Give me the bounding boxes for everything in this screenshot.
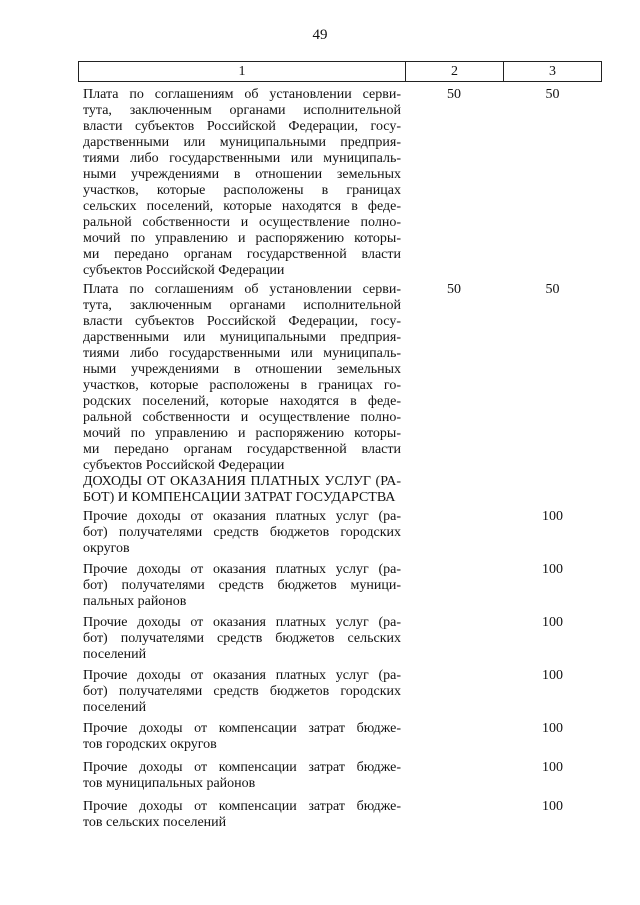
row-description-line: тиями либо государственными или муниципаль- [83,346,401,361]
row-description-line: Прочие доходы от оказания платных услуг (ра- [83,562,401,577]
row-description-line: ми передано органам государственной власти [83,247,401,262]
row-description-line: мочий по управлению и распоряжению которы- [83,426,401,441]
row-description [83,509,401,557]
row-description-line: тиями либо государственными или муниципаль- [83,151,401,166]
row-description-line: тов муниципальных районов [83,776,256,791]
row-description [83,721,401,753]
row-description-line: ДОХОДЫ ОТ ОКАЗАНИЯ ПЛАТНЫХ УСЛУГ (РА- [83,474,401,489]
row-description-line: поселений [83,647,147,662]
row-description-line: ными учреждениями в отношении земельных [83,167,401,182]
row-value-col-3: 100 [542,760,563,775]
row-description-line: сельских поселений, которые находятся в феде- [83,199,401,214]
row-description-line: ми передано органам государственной власти [83,442,401,457]
row-description-line: бот) получателями средств бюджетов муници- [83,578,401,593]
row-value-col-3: 100 [542,721,563,736]
row-description [83,562,401,610]
row-description [83,282,401,474]
row-value-col-3: 50 [545,282,560,297]
row-description-line: Прочие доходы от компенсации затрат бюдже- [83,760,401,775]
table-header-row [78,61,602,82]
row-description-line: ральной собственности и осуществление полно- [83,215,401,230]
row-value-col-3: 100 [542,562,563,577]
row-description [83,668,401,716]
row-value-col-3: 100 [542,668,563,683]
row-description-line: БОТ) И КОМПЕНСАЦИИ ЗАТРАТ ГОСУДАРСТВА [83,490,396,505]
row-description-line: тов городских округов [83,737,217,752]
row-description-line: Прочие доходы от оказания платных услуг (ра- [83,509,401,524]
row-description [83,799,401,831]
row-description-line: власти субъектов Российской Федерации, госу- [83,119,401,134]
row-description-line: Прочие доходы от компенсации затрат бюдже- [83,721,401,736]
row-description-line: тута, заключенным органами исполнительной [83,103,401,118]
row-description-line: участков, которые расположены в границах [83,183,401,198]
row-description [83,760,401,792]
row-description [83,87,401,279]
row-value-col-2: 50 [447,87,461,102]
row-description [83,474,401,506]
row-description-line: субъектов Российской Федерации [83,263,285,278]
row-description-line: Плата по соглашениям об установлении серви- [83,282,401,297]
row-description-line: Прочие доходы от оказания платных услуг (ра- [83,615,401,630]
row-description-line: бот) получателями средств бюджетов городских [83,525,401,540]
row-description-line: дарственными или муниципальными предприя- [83,330,401,345]
row-description-line: субъектов Российской Федерации [83,458,285,473]
row-value-col-3: 100 [542,799,563,814]
row-description-line: ными учреждениями в отношении земельных [83,362,401,377]
row-description-line: власти субъектов Российской Федерации, госу- [83,314,401,329]
header-col-2: 2 [406,62,504,81]
row-description-line: участков, которые расположены в границах го- [83,378,401,393]
row-description-line: мочий по управлению и распоряжению которы- [83,231,401,246]
row-value-col-3: 50 [545,87,560,102]
row-description-line: дарственными или муниципальными предприя- [83,135,401,150]
page-number: 49 [312,27,328,43]
row-description-line: Плата по соглашениям об установлении серви- [83,87,401,102]
row-description [83,615,401,663]
row-description-line: ральной собственности и осуществление полно- [83,410,401,425]
row-description-line: Прочие доходы от компенсации затрат бюдже- [83,799,401,814]
row-description-line: тута, заключенным органами исполнительной [83,298,401,313]
row-description-line: бот) получателями средств бюджетов городских [83,684,401,699]
row-description-line: пальных районов [83,594,187,609]
row-description-line: родских поселений, которые находятся в феде- [83,394,401,409]
row-value-col-2: 50 [447,282,461,297]
row-description-line: Прочие доходы от оказания платных услуг (ра- [83,668,401,683]
row-value-col-3: 100 [542,615,563,630]
row-value-col-3: 100 [542,509,563,524]
row-description-line: округов [83,541,130,556]
row-description-line: поселений [83,700,147,715]
header-col-3: 3 [549,63,556,79]
header-col-1: 1 [79,62,406,81]
row-description-line: бот) получателями средств бюджетов сельских [83,631,401,646]
row-description-line: тов сельских поселений [83,815,227,830]
